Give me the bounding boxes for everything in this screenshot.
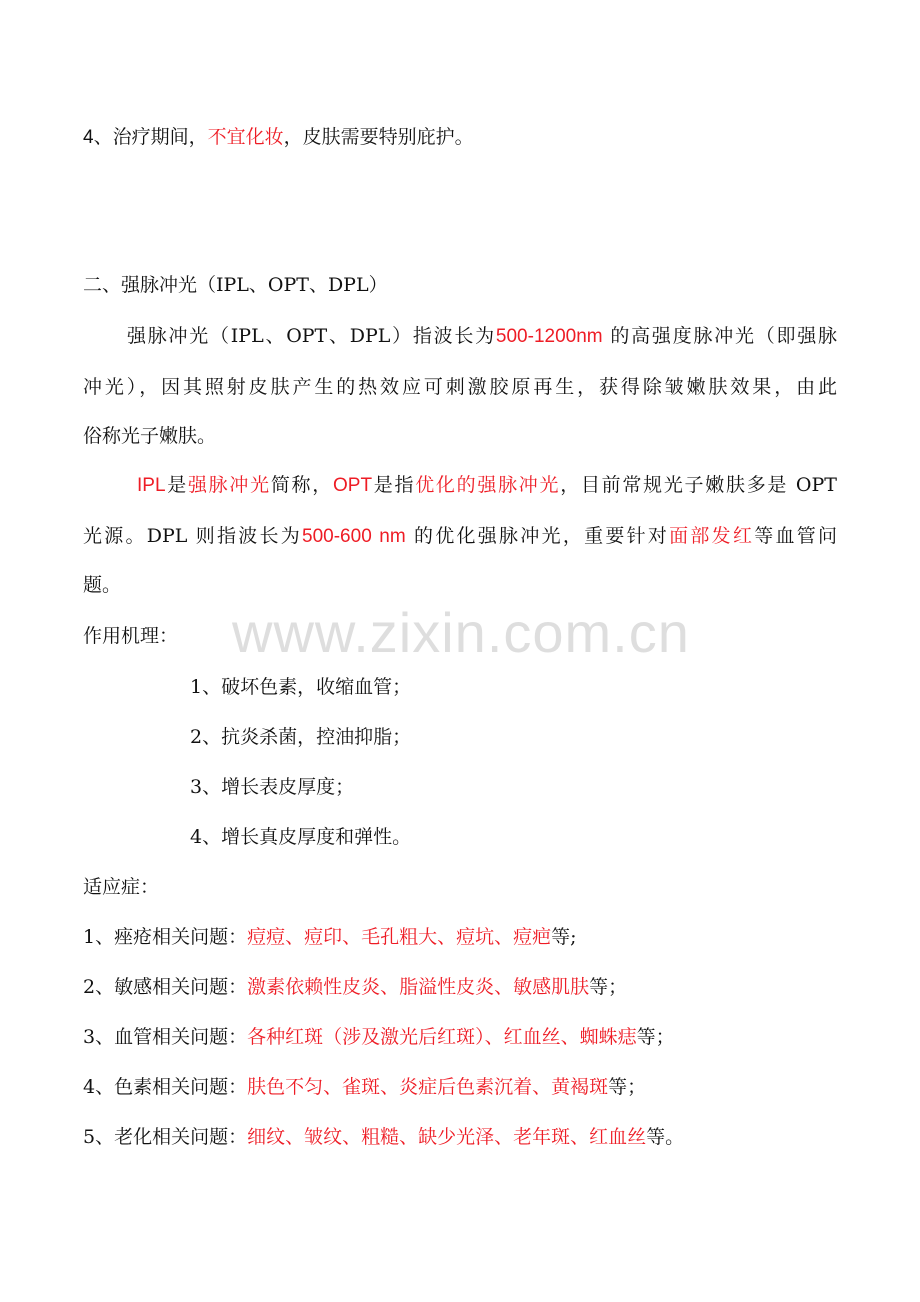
mechanism-item: 2、抗炎杀菌，控油抑脂； xyxy=(190,726,412,748)
indication-tail: 等； xyxy=(636,1026,675,1048)
highlight-text: OPT xyxy=(333,475,373,496)
section-heading: 二、强脉冲光（IPL、OPT、DPL） xyxy=(83,274,388,296)
highlight-text: 激素依赖性皮炎、脂溢性皮炎、敏感肌肤 xyxy=(247,976,590,998)
mechanism-item: 1、破坏色素，收缩血管； xyxy=(190,676,412,698)
indication-label: 5、老化相关问题： xyxy=(83,1126,248,1148)
highlight-text: 强脉冲光 xyxy=(187,474,271,496)
item-text: ，皮肤需要特别庇护。 xyxy=(283,126,474,148)
indication-item xyxy=(83,972,627,1002)
highlight-text: 优化的强脉冲光 xyxy=(415,474,561,496)
indication-item xyxy=(83,922,577,952)
highlight-text: 细纹、皱纹、粗糙、缺少光泽、老年斑、红血丝 xyxy=(247,1126,647,1148)
indication-label: 2、敏感相关问题： xyxy=(83,976,248,998)
paragraph-line xyxy=(127,321,837,352)
item-number: 4 xyxy=(83,127,94,148)
paragraph-line: 俗称光子嫩肤。 xyxy=(83,425,217,447)
para-text: 等血管问 xyxy=(754,525,837,547)
highlight-text: 痘痘、痘印、毛孔粗大、痘坑、痘疤 xyxy=(247,926,552,948)
mechanism-item: 4、增长真皮厚度和弹性。 xyxy=(190,826,412,848)
mechanism-title: 作用机理： xyxy=(83,625,179,647)
item-text: 、治疗期间， xyxy=(93,126,208,148)
indication-label: 4、色素相关问题： xyxy=(83,1076,248,1098)
para-text: 的优化强脉冲光，重要针对 xyxy=(414,525,670,547)
para-text: 强脉冲光（IPL、OPT、DPL）指波长为 xyxy=(127,325,496,347)
paragraph-line xyxy=(83,521,837,552)
highlight-text: 不宜化妆 xyxy=(207,126,284,148)
indication-item xyxy=(83,1072,646,1102)
para-text: 光源。DPL 则指波长为 xyxy=(83,525,303,547)
indication-tail: 等。 xyxy=(646,1126,685,1148)
watermark: www.zixin.com.cn xyxy=(232,601,690,664)
list-item xyxy=(83,122,474,153)
highlight-text: 面部发红 xyxy=(669,525,755,547)
highlight-text: 各种红斑（涉及激光后红斑）、红血丝、蜘蛛痣 xyxy=(247,1026,637,1048)
indication-title: 适应症： xyxy=(83,876,160,898)
paragraph-line: 冲光），因其照射皮肤产生的热效应可刺激胶原再生，获得除皱嫩肤效果，由此 xyxy=(83,376,837,398)
indication-label: 3、血管相关问题： xyxy=(83,1026,248,1048)
highlight-text: 500-1200nm xyxy=(495,326,603,347)
highlight-text: IPL xyxy=(137,475,166,496)
paragraph-line xyxy=(137,470,837,501)
mechanism-item: 3、增长表皮厚度； xyxy=(190,776,355,798)
para-text: ，目前常规光子嫩肤多是 OPT xyxy=(560,474,837,496)
para-text: 的高强度脉冲光（即强脉 xyxy=(610,325,837,347)
indication-item xyxy=(83,1122,684,1152)
highlight-text: 肤色不匀、雀斑、炎症后色素沉着、黄褐斑 xyxy=(247,1076,609,1098)
para-text: 简称， xyxy=(270,474,333,496)
para-text: 是 xyxy=(165,474,188,496)
paragraph-line: 题。 xyxy=(83,574,122,596)
highlight-text: 500-600 nm xyxy=(302,526,406,547)
indication-tail: 等； xyxy=(608,1076,647,1098)
indication-tail: 等; xyxy=(551,926,577,948)
indication-tail: 等； xyxy=(589,976,628,998)
para-text: 是指 xyxy=(372,474,416,496)
indication-label: 1、痤疮相关问题： xyxy=(83,926,248,948)
indication-item xyxy=(83,1022,675,1052)
